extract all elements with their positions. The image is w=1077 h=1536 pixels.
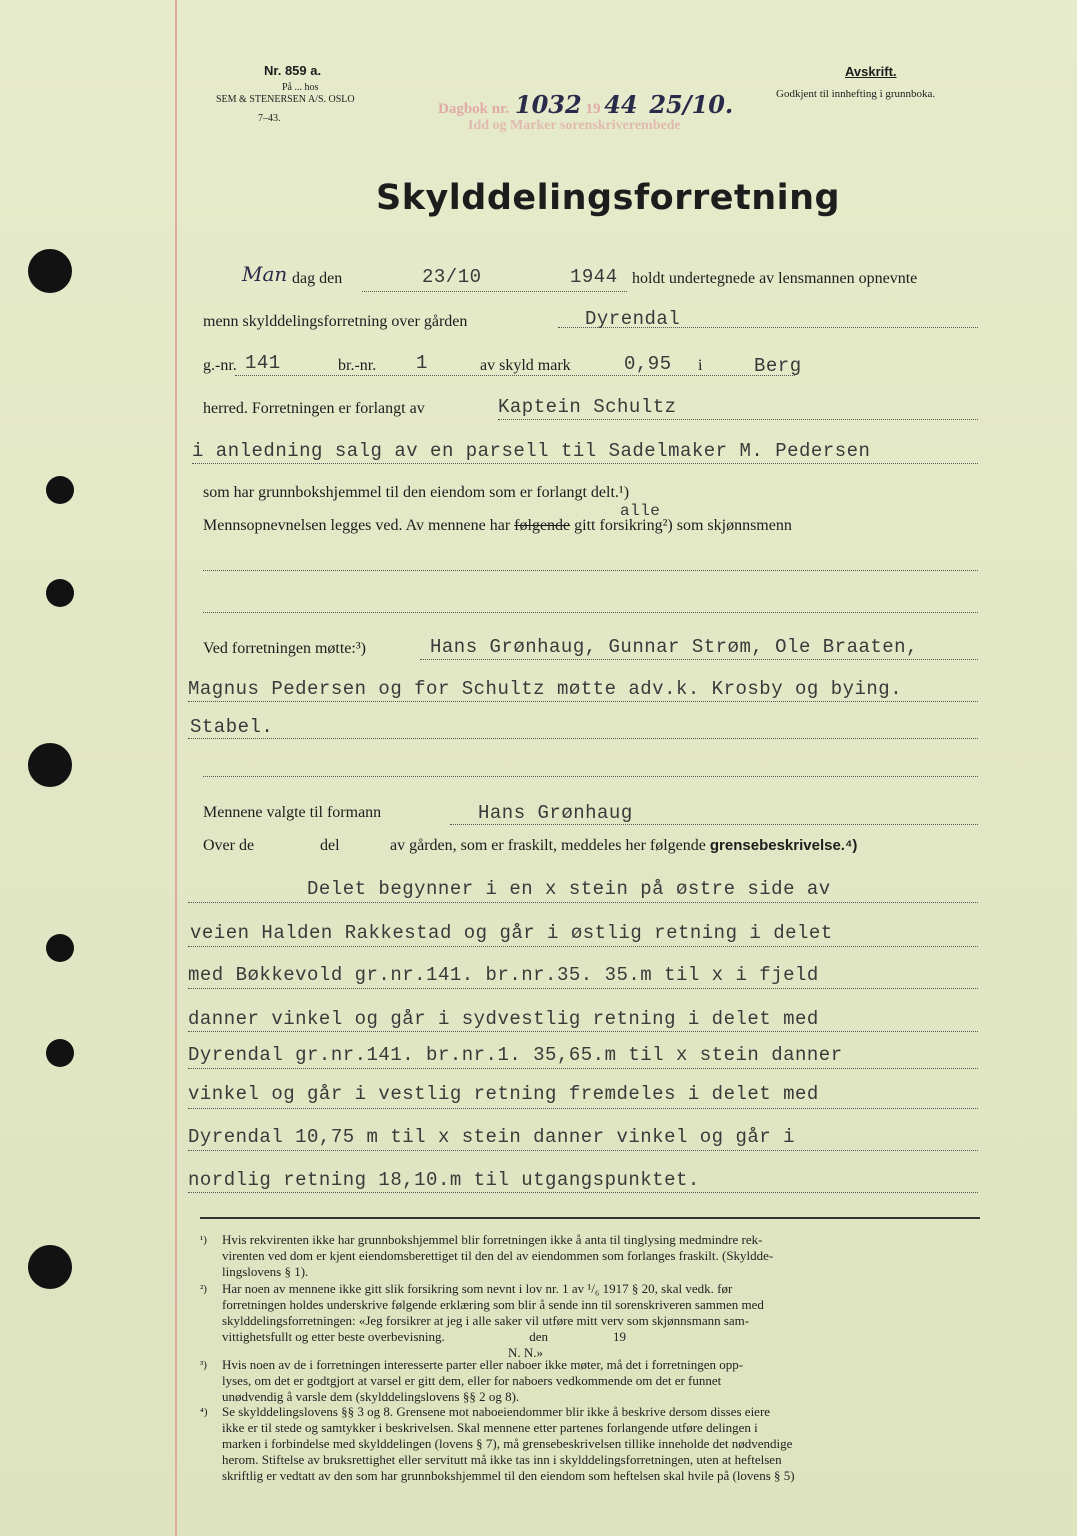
footnote-1: [200, 1232, 774, 1280]
rule-boundary-7: [188, 1150, 978, 1151]
form-number: Nr. 859 a.: [264, 63, 322, 78]
over-text-c: [390, 837, 857, 855]
chairman-label: Mennene valgte til formann: [203, 804, 382, 821]
over-text-b: del: [320, 837, 340, 854]
attended-line-2: Magnus Pedersen og for Schultz møtte adv.k. Krosby og bying.: [188, 678, 903, 700]
mennsop-text-a: Mennsopnevnelsen legges ved. Av mennene har: [203, 517, 511, 534]
rule-boundary-3: [188, 988, 978, 989]
day-prefix: Man: [242, 262, 288, 286]
boundary-line-4: danner vinkel og går i sydvestlig retning i delet med: [188, 1008, 819, 1030]
punch-hole-2: [46, 476, 74, 504]
mennsop-text: [203, 517, 792, 535]
footnote-line: Hvis rekvirenten ikke har grunnbokshjemmel blir forretningen ikke å anta til tinglysing medmindre rek-: [222, 1232, 763, 1247]
stamp-prefix: Dagbok nr.: [438, 101, 510, 117]
printer-date: 7–43.: [258, 113, 281, 124]
printer-line-2: SEM & STENERSEN A/S. OSLO: [216, 94, 355, 105]
stamp-number: 1032: [514, 90, 582, 119]
rule-date: [362, 291, 627, 292]
year-value: 1944: [570, 266, 618, 288]
rule-requested: [498, 419, 978, 420]
footnote-line: herom. Stiftelse av bruksrettighet eller servitutt må ikke tas inn i skylddelingsforretningen, uten at heftelsen: [222, 1452, 782, 1467]
reason-text: i anledning salg av en parsell til Sadelmaker M. Pedersen: [192, 440, 871, 462]
footnote-line: vittighetsfullt og etter beste overbevisning. den 19: [222, 1329, 627, 1344]
printer-line-1: På ... hos: [282, 82, 319, 93]
attended-line-3: Stabel.: [190, 716, 274, 738]
skyld-value: 0,95: [624, 353, 672, 375]
attended-label: Ved forretningen møtte:³): [203, 640, 366, 657]
footnote-separator: [200, 1217, 980, 1219]
rule-blank-2: [203, 612, 978, 613]
stamp-date: 25/10.: [649, 90, 734, 119]
gnr-label: g.-nr.: [203, 357, 237, 374]
footnote-line: Har noen av mennene ikke gitt slik forsikring som nevnt i lov nr. 1 av ¹/₆ 1917 § 20, skal vedk. før: [222, 1281, 733, 1296]
footnote-3: [200, 1357, 744, 1405]
avskrift-label: Avskrift.: [845, 64, 897, 79]
rule-farm: [558, 327, 978, 328]
over-text-bold: grensebeskrivelse.⁴): [709, 837, 858, 854]
skyld-label: av skyld mark: [480, 357, 571, 374]
footnote-mark: ²): [200, 1283, 207, 1295]
attended-line-1: Hans Grønhaug, Gunnar Strøm, Ole Braaten,: [430, 636, 918, 658]
rule-attended-1: [420, 659, 978, 660]
gnr-value: 141: [245, 352, 281, 374]
footnote-mark: ¹): [200, 1234, 207, 1246]
rule-attended-4: [203, 776, 978, 777]
i-label: i: [698, 357, 703, 374]
stamp-year: 44: [604, 90, 638, 119]
punch-hole-4: [28, 743, 72, 787]
rule-blank-1: [203, 570, 978, 571]
page-title: Skylddelingsforretning: [376, 178, 841, 218]
godkjent-text: Godkjent til innhefting i grunnboka.: [776, 88, 936, 100]
footnote-line: Se skylddelingslovens §§ 3 og 8. Grensene mot naboeiendommer blir ikke å beskrive dersom disses eiere: [222, 1404, 771, 1419]
herred-text: herred. Forretningen er forlangt av: [203, 400, 425, 417]
herred-name: Berg: [754, 355, 802, 377]
grunnbok-text: som har grunnbokshjemmel til den eiendom som er forlangt delt.¹): [203, 484, 630, 501]
rule-boundary-2: [188, 946, 978, 947]
footnote-line: marken i forbindelse med skylddelingen (lovens § 7), må grensebeskrivelsen tillike inneholde det nødvendige: [222, 1436, 793, 1451]
day-label: dag den: [292, 270, 343, 287]
boundary-line-3: med Bøkkevold gr.nr.141. br.nr.35. 35.m til x i fjeld: [188, 964, 819, 986]
over-text-a: Over de: [203, 837, 255, 854]
footnote-mark: ⁴): [200, 1406, 208, 1418]
rule-boundary-5: [188, 1068, 978, 1069]
farm-name: Dyrendal: [585, 308, 681, 330]
footnote-line: lingslovens § 1).: [222, 1264, 309, 1279]
over-text-c-span: av gården, som er fraskilt, meddeles her følgende: [390, 837, 706, 854]
mennsop-struck: følgende: [514, 517, 571, 534]
bnr-value: 1: [416, 352, 428, 374]
men-text: menn skylddelingsforretning over gården: [203, 313, 468, 330]
rule-attended-3: [188, 738, 978, 739]
boundary-line-1: Delet begynner i en x stein på østre side av: [307, 878, 831, 900]
mennsop-text-b: gitt forsikring²) som skjønnsmenn: [574, 517, 792, 534]
rule-boundary-4: [188, 1031, 978, 1032]
date-value: 23/10: [422, 266, 482, 288]
stamp-year-prefix: 19: [585, 101, 601, 117]
diary-stamp: [438, 90, 733, 119]
footnote-line: skylddelingsforretningen: «Jeg forsikrer at jeg i alle saker vil utføre mitt verv som skjønnsmann sam-: [222, 1313, 750, 1328]
rule-attended-2: [188, 701, 978, 702]
held-text: holdt undertegnede av lensmannen opnevnte: [632, 270, 918, 287]
footnote-line: virenten ved dom er kjent eiendomsberettiget til den del av eiendommen som forlanges fraskilt. (Skyldde-: [222, 1248, 774, 1263]
bnr-label: br.-nr.: [338, 357, 377, 374]
boundary-line-2: veien Halden Rakkestad og går i østlig retning i delet: [190, 922, 833, 944]
footnote-line: Hvis noen av de i forretningen interesserte parter eller naboer ikke møter, må det i forretningen opp-: [222, 1357, 744, 1372]
boundary-line-8: nordlig retning 18,10.m til utgangspunktet.: [188, 1169, 700, 1191]
boundary-line-5: Dyrendal gr.nr.141. br.nr.1. 35,65.m til x stein danner: [188, 1044, 843, 1066]
margin-line: [175, 0, 177, 1536]
footnote-4: [200, 1404, 795, 1484]
chairman-name: Hans Grønhaug: [478, 802, 633, 824]
footnote-line: lyses, om det er godtgjort at varsel er gitt dem, eller for naboers vedkommende om det er funnet: [222, 1373, 722, 1388]
punch-hole-6: [46, 1039, 74, 1067]
footnote-line: ikke er til stede og samtykker i beskrivelsen. Skal mennene etter partenes forlangende utføre delingen i: [222, 1420, 758, 1435]
boundary-line-6: vinkel og går i vestlig retning fremdeles i delet med: [188, 1083, 819, 1105]
footnote-line: forretningen holdes underskrive følgende erklæring som blir å sende inn til sorenskriveren sammen med: [222, 1297, 764, 1312]
rule-boundary-8: [188, 1192, 978, 1193]
punch-hole-7: [28, 1245, 72, 1289]
footnote-mark: ³): [200, 1359, 207, 1371]
rule-gnr: [235, 375, 795, 376]
footnote-line: N. N.»: [222, 1345, 544, 1360]
footnote-line: skriftlig er vedtatt av den som har grunnbokshjemmel til den eiendom som heftelsen skal hvile på (lovens § 5): [222, 1468, 795, 1483]
footnote-line: unødvendig å varsle dem (skylddelingslovens §§ 2 og 8).: [222, 1389, 520, 1404]
requested-by: Kaptein Schultz: [498, 396, 677, 418]
rule-reason: [192, 463, 978, 464]
punch-hole-3: [46, 579, 74, 607]
rule-boundary-6: [188, 1108, 978, 1109]
punch-hole-5: [46, 934, 74, 962]
mennsop-inserted: alle: [620, 502, 661, 520]
footnote-2: [200, 1281, 764, 1361]
rule-boundary-1: [188, 902, 978, 903]
boundary-line-7: Dyrendal 10,75 m til x stein danner vinkel og går i: [188, 1126, 795, 1148]
punch-hole-1: [28, 249, 72, 293]
stamp-office: Idd og Marker sorenskriverembede: [468, 118, 681, 133]
rule-chairman: [450, 824, 978, 825]
